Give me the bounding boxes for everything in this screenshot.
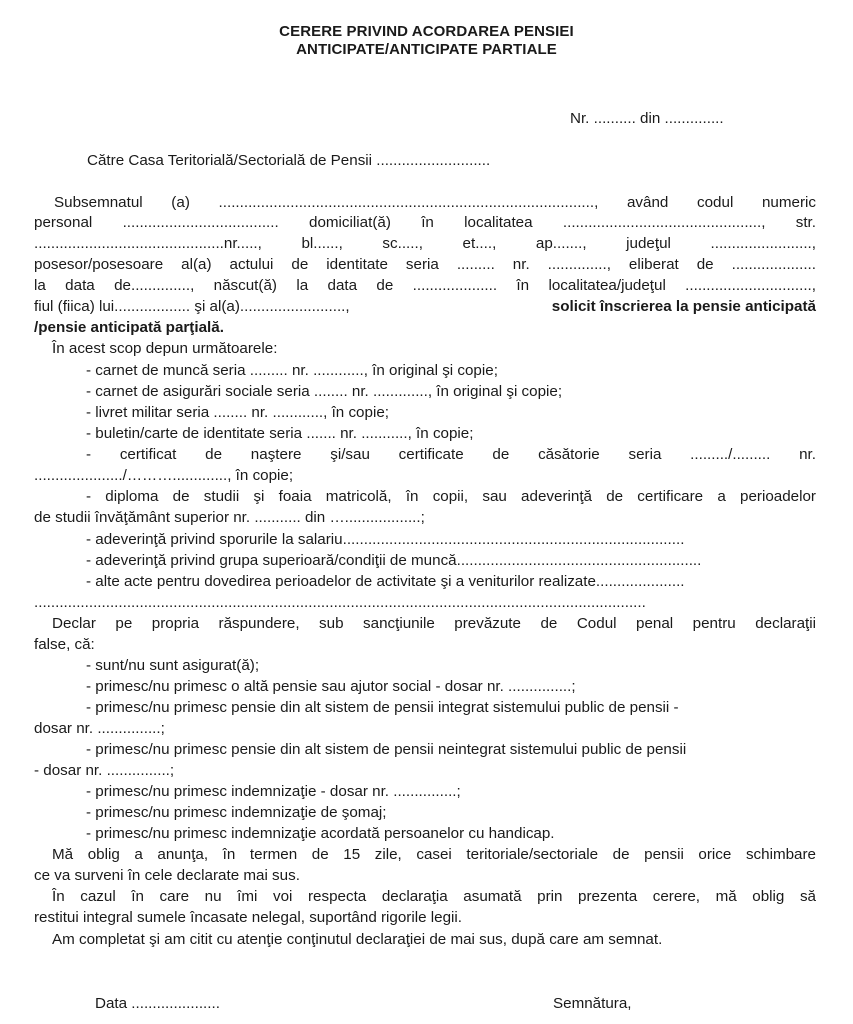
parents-fields: fiul (fiica) lui.................. şi al(a).........................,	[34, 298, 350, 315]
body-line-2: personal ..................................... domiciliat(ă) în localitatea ..............................................., str.	[34, 214, 816, 231]
declaration-item: - primesc/nu primesc indemnizaţie de şomaj;	[86, 804, 387, 821]
body-line-3: .............................................nr....., bl......, sc....., et...., ap......., judeţul ........................,	[34, 235, 816, 252]
declaration-item: - primesc/nu primesc indemnizaţie - dosar nr. ...............;	[86, 783, 461, 800]
declaration-item: - primesc/nu primesc pensie din alt sistem de pensii integrat sistemului public de pensii -	[86, 699, 679, 716]
document-title-line2: ANTICIPATE/ANTICIPATE PARTIALE	[296, 41, 557, 58]
restitution-statement-continued: restitui integral sumele încasate nelegal, suportând rigorile legii.	[34, 909, 463, 926]
declaration-intro-continued: false, că:	[34, 636, 95, 653]
document-item-continued: ...................../………............., în copie;	[34, 467, 294, 484]
documents-intro: În acest scop depun următoarele:	[52, 340, 278, 357]
declaration-item: - primesc/nu primesc indemnizaţie acordată persoanelor cu handicap.	[86, 825, 555, 842]
declaration-item-continued: dosar nr. ...............;	[34, 720, 165, 737]
date-field: Data .....................	[95, 995, 220, 1012]
addressee: Către Casa Teritorială/Sectorială de Pensii ...........................	[87, 152, 491, 169]
restitution-statement: În cazul în care nu îmi voi respecta declaraţia asumată prin prezenta cerere, mă oblig să	[52, 888, 816, 905]
document-title-line1: CERERE PRIVIND ACORDAREA PENSIEI	[279, 23, 574, 40]
request-statement: solicit înscrierea la pensie anticipată	[551, 298, 816, 315]
request-statement-end: /pensie anticipată parţială.	[34, 319, 224, 336]
document-item: - livret militar seria ........ nr. ............, în copie;	[86, 404, 389, 421]
registration-number: Nr. .......... din ..............	[570, 110, 724, 127]
body-line-5: la data de.............., născut(ă) la data de .................... în localitatea/judeţul ..............................,	[34, 277, 816, 294]
document-item-continued: de studii învăţământ superior nr. ........... din …..................;	[34, 509, 425, 526]
final-statement: Am completat şi am citit cu atenţie conţinutul declaraţiei de mai sus, după care am semnat.	[52, 931, 663, 948]
body-line-6	[34, 297, 816, 316]
document-item: - alte acte pentru dovedirea perioadelor de activitate şi a veniturilor realizate.....................	[86, 573, 685, 590]
document-item-extra-line: .................................................................................................................................................	[34, 594, 646, 611]
document-item: - certificat de naştere şi/sau certificate de căsătorie seria ........./......... nr.	[86, 446, 816, 463]
document-item: - adeverinţă privind grupa superioară/condiţii de muncă..........................................................	[86, 552, 702, 569]
declaration-intro: Declar pe propria răspundere, sub sancţiunile prevăzute de Codul penal pentru declaraţii	[52, 615, 816, 632]
document-item: - adeverinţă privind sporurile la salariu.................................................................................	[86, 531, 685, 548]
document-item: - carnet de muncă seria ......... nr. ............, în original şi copie;	[86, 362, 498, 379]
body-line-1: Subsemnatul (a) ........................................................................................., având codul numeric	[54, 194, 816, 211]
declaration-item: - primesc/nu primesc pensie din alt sistem de pensii neintegrat sistemului public de pensii	[86, 741, 687, 758]
signature-label: Semnătura,	[553, 995, 632, 1012]
document-item: - carnet de asigurări sociale seria ........ nr. ............., în original şi copie;	[86, 383, 563, 400]
declaration-item: - primesc/nu primesc o altă pensie sau ajutor social - dosar nr. ...............;	[86, 678, 576, 695]
declaration-item: - sunt/nu sunt asigurat(ă);	[86, 657, 260, 674]
document-item: - diploma de studii şi foaia matricolă, în copii, sau adeverinţă de certificare a perioadelor	[86, 488, 816, 505]
body-line-4: posesor/posesoare al(a) actului de identitate seria ......... nr. .............., eliberat de ....................	[34, 256, 816, 273]
obligation-statement-continued: ce va surveni în cele declarate mai sus.	[34, 867, 300, 884]
obligation-statement: Mă oblig a anunţa, în termen de 15 zile, casei teritoriale/sectoriale de pensii orice schimbare	[52, 846, 816, 863]
document-item: - buletin/carte de identitate seria ....... nr. ..........., în copie;	[86, 425, 474, 442]
declaration-item-continued: - dosar nr. ...............;	[34, 762, 175, 779]
